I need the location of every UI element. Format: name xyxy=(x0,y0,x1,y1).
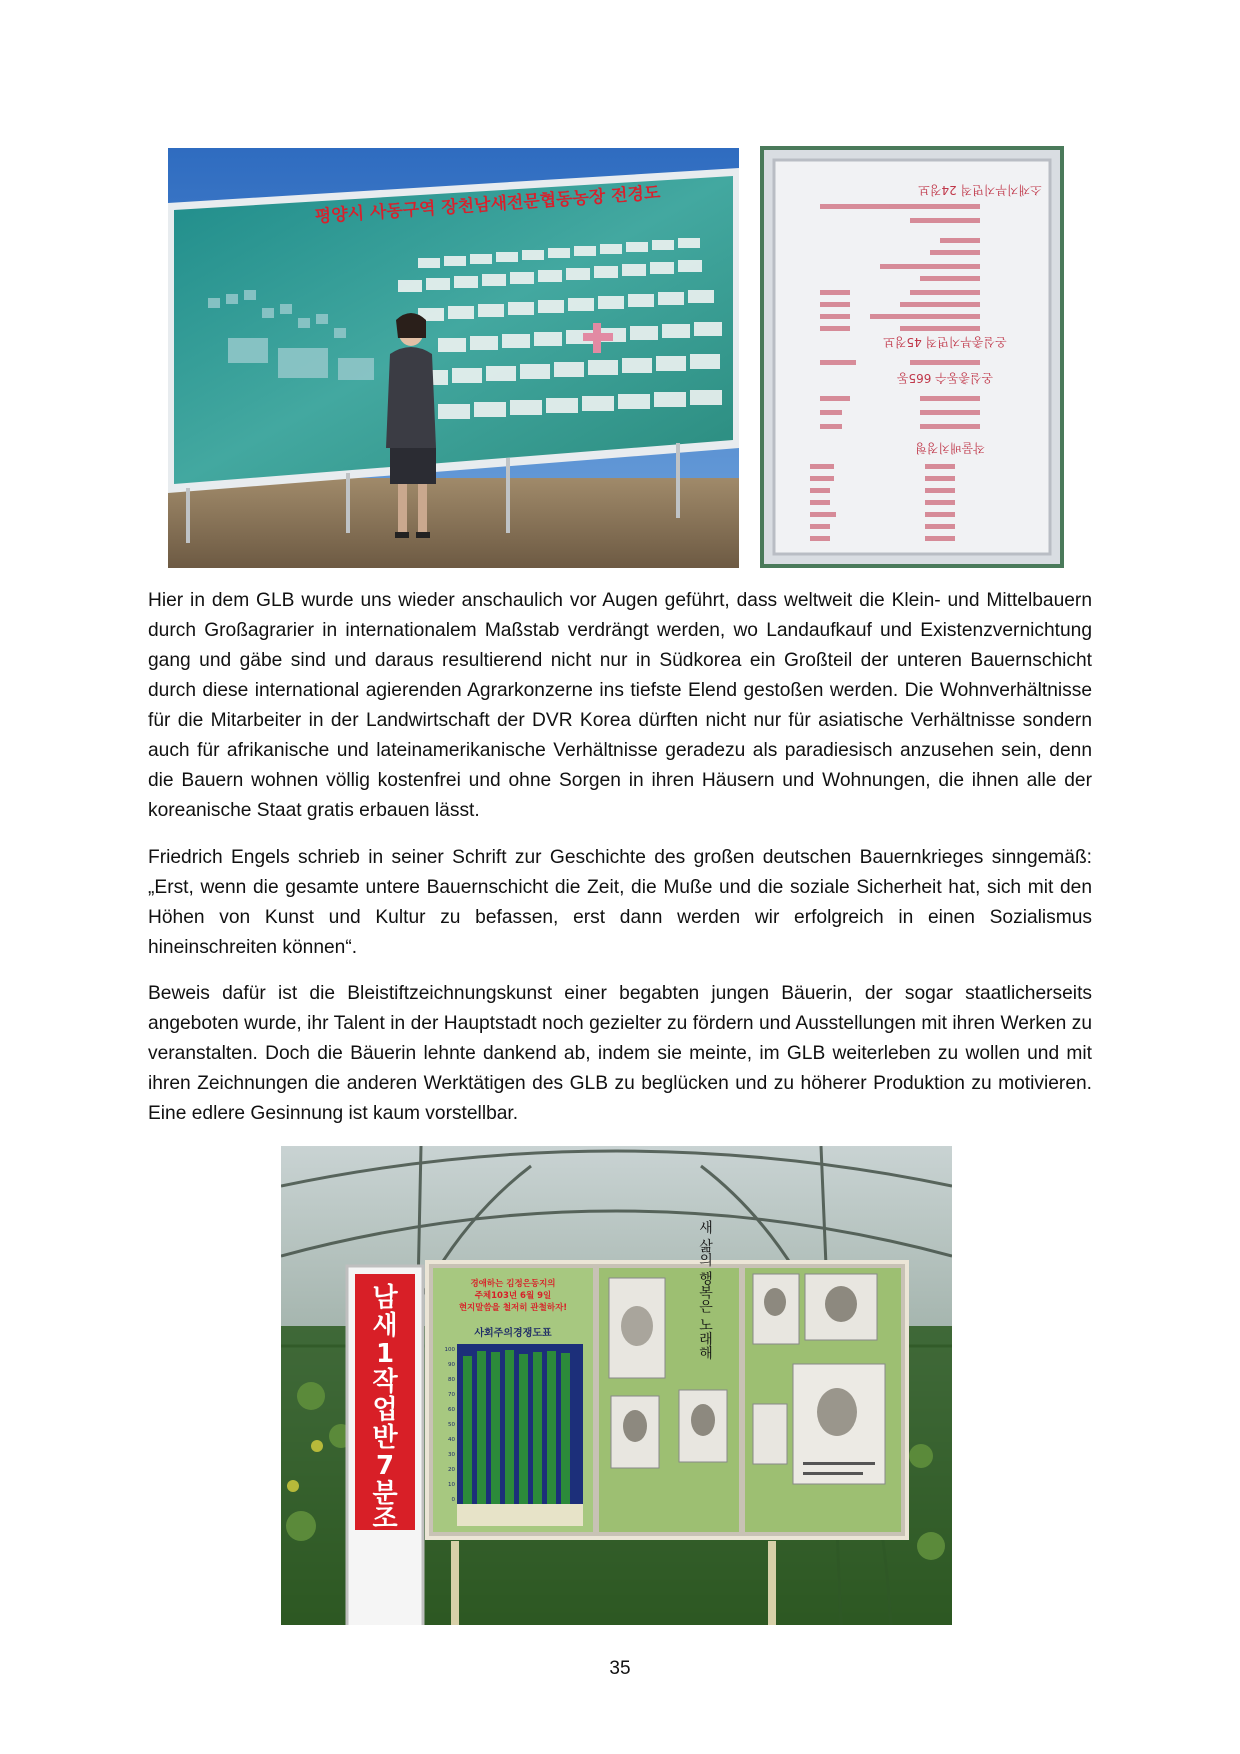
board-section-4 xyxy=(915,441,985,456)
svg-text:60: 60 xyxy=(448,1407,455,1413)
svg-text:평양시 사동구역 장천남새전문협동농장 전경도: 평양시 사동구역 장천남새전문협동농장 전경도 xyxy=(314,182,662,228)
svg-text:20: 20 xyxy=(448,1467,455,1473)
svg-text:90: 90 xyxy=(448,1362,455,1368)
svg-text:새: 새 xyxy=(372,1311,398,1341)
svg-text:10: 10 xyxy=(448,1482,455,1488)
svg-text:30: 30 xyxy=(448,1452,455,1458)
board-header xyxy=(918,183,1042,198)
svg-text:새 삶의 행복은 노래해: 새 삶의 행복은 노래해 xyxy=(697,1220,713,1360)
svg-text:100: 100 xyxy=(444,1347,455,1353)
svg-text:남: 남 xyxy=(372,1283,398,1313)
svg-text:업: 업 xyxy=(372,1395,398,1425)
svg-text:조: 조 xyxy=(372,1504,398,1534)
svg-text:현지말씀을 철저히 관철하자!: 현지말씀을 철저히 관철하자! xyxy=(458,1303,568,1313)
svg-text:반: 반 xyxy=(372,1423,398,1453)
svg-text:분: 분 xyxy=(372,1479,398,1509)
svg-text:작물배치정형: 작물배치정형 xyxy=(915,441,985,455)
svg-text:온실총부지면적 45정보: 온실총부지면적 45정보 xyxy=(883,335,1007,349)
svg-text:소재지부지면적 24정보: 소재지부지면적 24정보 xyxy=(918,183,1042,197)
greenhouse-photo xyxy=(281,1146,952,1625)
farm-map-photo xyxy=(168,148,739,568)
svg-text:0: 0 xyxy=(451,1497,455,1503)
svg-text:작: 작 xyxy=(372,1367,398,1397)
svg-text:주체103년 6월 9일: 주체103년 6월 9일 xyxy=(474,1291,552,1301)
paragraph-2: Friedrich Engels schrieb in seiner Schrift zur Geschichte des großen deutschen Bauernkrieges sinngemäß: „Erst, wenn die gesamte untere Bauernschicht die Zeit, die Muße und die soziale Sicherheit hat, sich mit den Höhen von Kunst und Kultur zu befassen, erst dann werden wir erfolgreich in einen Sozialismus hineinschreiten können“. xyxy=(148,847,1092,958)
competition-chart-panel xyxy=(433,1268,593,1532)
svg-text:경애하는 김정은동지의: 경애하는 김정은동지의 xyxy=(470,1279,556,1289)
board-section-2 xyxy=(883,335,1007,350)
svg-text:50: 50 xyxy=(448,1422,455,1428)
svg-text:사회주의경쟁도표: 사회주의경쟁도표 xyxy=(474,1328,552,1339)
svg-text:70: 70 xyxy=(448,1392,455,1398)
board-section-3 xyxy=(896,371,993,386)
svg-text:80: 80 xyxy=(448,1377,455,1383)
svg-text:온실총동수 665동: 온실총동수 665동 xyxy=(896,371,994,385)
paragraph-3: Beweis dafür ist die Bleistiftzeichnungskunst einer begabten jungen Bäuerin, der sogar staatlicherseits angeboten wurde, ihr Talent in der Hauptstadt noch gezielter zu fördern und Ausstellungen mit ihren Werken zu veranstalten. Doch die Bäuerin lehnte dankend ab, indem sie meinte, im GLB weiterleben zu wollen und mit ihren Zeichnungen die anderen Werktätigen des GLB zu beglücken und zu höherer Produktion zu motivieren. Eine edlere Gesinnung ist kaum vorstellbar. xyxy=(148,983,1092,1124)
drawings-panel-2 xyxy=(745,1268,901,1532)
paragraph-1: Hier in dem GLB wurde uns wieder anschaulich vor Augen geführt, dass weltweit die Klein- und Mittelbauern durch Großagrarier in internationalem Maßstab verdrängt werden, wo Landaufkauf und Existenzvernichtung gang und gäbe sind und daraus resultierend nicht nur in Südkorea ein Großteil der unteren Bauernschicht durch diese international agierenden Agrarkonzerne ins tiefste Elend gestoßen werden. Die Wohnverhältnisse für die Mitarbeiter in der Landwirtschaft der DVR Korea dürften nicht nur für asiatische Verhältnisse sondern auch für afrikanische und lateinamerikanische Verhältnisse geradezu als paradiesisch anzusehen sein, denn die Bauern wohnen völlig kostenfrei und ohne Sorgen in ihren Häusern und Wohnungen, die ihnen alle der koreanische Staat gratis erbauen lässt. xyxy=(148,590,1092,821)
vertical-sign xyxy=(347,1266,423,1625)
svg-text:7: 7 xyxy=(375,1451,395,1481)
page-number: 35 xyxy=(609,1658,631,1679)
svg-text:1: 1 xyxy=(375,1339,395,1369)
svg-text:40: 40 xyxy=(448,1437,455,1443)
info-board-photo xyxy=(760,146,1064,568)
